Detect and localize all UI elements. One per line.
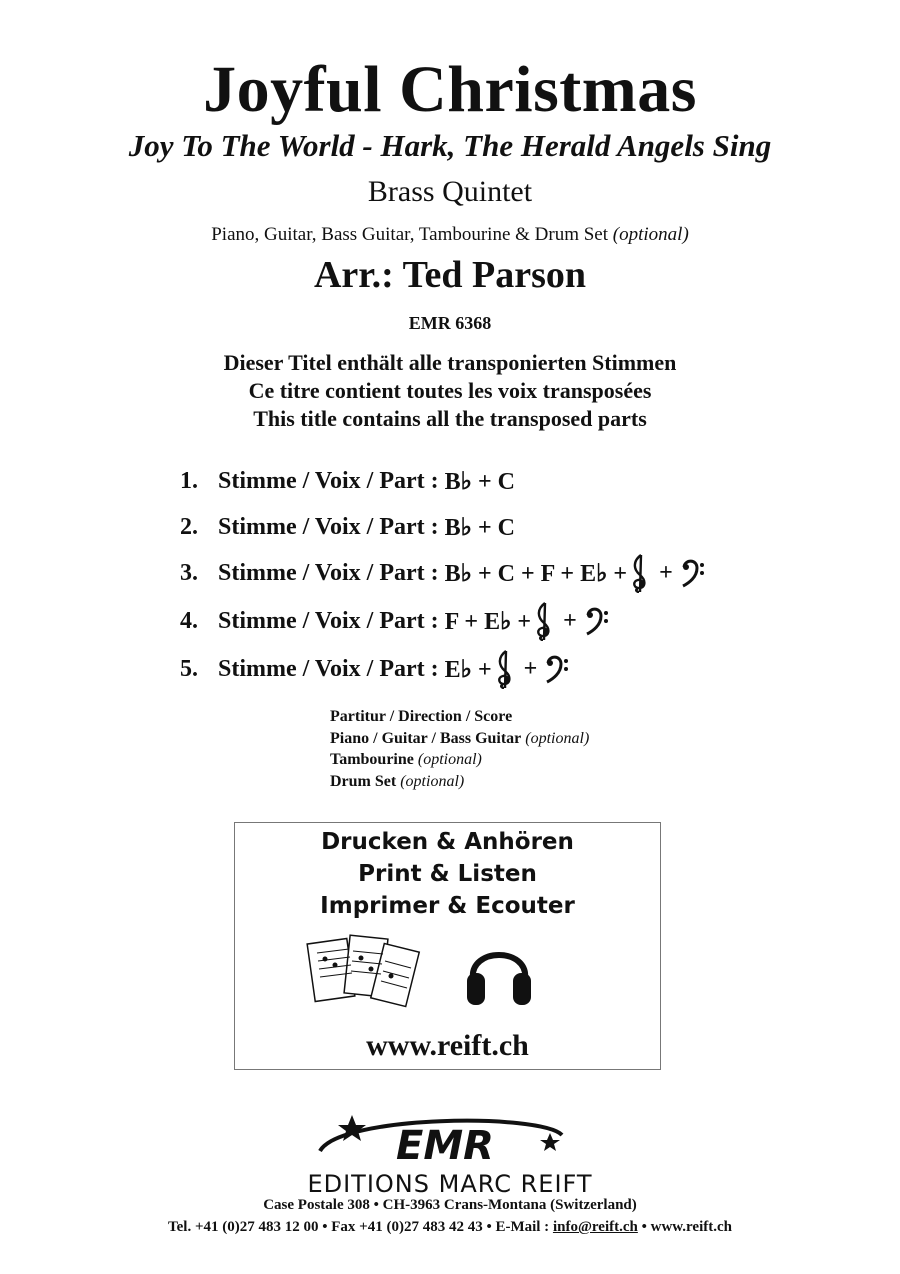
part-number: 4. xyxy=(180,607,198,634)
website-link[interactable]: www.reift.ch xyxy=(366,1029,529,1062)
publisher-address: Case Postale 308 • CH-3963 Crans-Montana (Switzerland) xyxy=(263,1197,637,1213)
promo-line-de: Drucken & Anhören xyxy=(321,829,574,855)
part-label: Stimme / Voix / Part : xyxy=(218,467,439,494)
publisher-contact xyxy=(0,1219,900,1236)
part-row-3: 3. Stimme / Voix / Part : B♭ + C + F + E♭ + + xyxy=(180,550,830,596)
extra-part: Drum Set (optional) xyxy=(330,772,465,790)
part-label: Stimme / Voix / Part : xyxy=(218,655,439,682)
treble-clef-icon xyxy=(531,601,557,641)
publisher-name: EDITIONS MARC REIFT xyxy=(307,1170,593,1198)
transposition-note-en: This title contains all the transposed parts xyxy=(253,406,647,431)
part-number: 2. xyxy=(180,513,198,540)
part-row-1 xyxy=(180,458,830,504)
bass-clef-icon xyxy=(543,649,569,689)
part-keys: F + E♭ + xyxy=(444,608,532,635)
emr-logo xyxy=(300,1105,590,1175)
part-keys: B♭ + C + F + E♭ + xyxy=(444,560,628,587)
part-label: Stimme / Voix / Part : xyxy=(218,607,439,634)
email-link[interactable]: info@reift.ch xyxy=(552,1219,638,1235)
phone-fax: Tel. +41 (0)27 483 12 00 • Fax +41 (0)27 483 42 43 • E-Mail : xyxy=(168,1219,550,1235)
optional-instruments-list: Piano, Guitar, Bass Guitar, Tambourine & Drum Set xyxy=(211,224,609,245)
page-title: Joyful Christmas xyxy=(203,53,697,126)
optional-label: (optional) xyxy=(612,224,689,245)
part-keys: E♭ + xyxy=(444,656,492,683)
treble-clef-icon xyxy=(492,649,518,689)
part-keys: B♭ + C xyxy=(444,514,515,541)
part-row-4: 4. Stimme / Voix / Part : F + E♭ + + xyxy=(180,598,830,644)
ensemble: Brass Quintet xyxy=(367,175,533,208)
catalog-number: EMR 6368 xyxy=(408,313,492,333)
print-listen-box xyxy=(234,822,661,1070)
part-label: Stimme / Voix / Part : xyxy=(218,513,439,540)
extra-part: Piano / Guitar / Bass Guitar (optional) xyxy=(330,729,590,747)
subtitle: Joy To The World - Hark, The Herald Angels Sing xyxy=(128,128,772,163)
extra-part: Tambourine (optional) xyxy=(330,751,482,768)
logo-text: EMR xyxy=(396,1123,494,1169)
part-number: 5. xyxy=(180,655,198,682)
sheet-music-icon xyxy=(303,931,423,1009)
part-number: 1. xyxy=(180,467,198,494)
promo-line-fr: Imprimer & Ecouter xyxy=(320,893,575,919)
part-keys: B♭ + C xyxy=(444,468,515,495)
website: • www.reift.ch xyxy=(641,1219,732,1235)
transposition-note-fr: Ce titre contient toutes les voix transposées xyxy=(248,378,652,403)
arranger: Arr.: Ted Parson xyxy=(313,254,586,296)
additional-parts xyxy=(330,706,589,792)
part-label: Stimme / Voix / Part : xyxy=(218,559,439,586)
headphones-icon xyxy=(463,933,535,1011)
treble-clef-icon xyxy=(627,553,653,593)
optional-instruments xyxy=(0,224,900,246)
bass-clef-icon xyxy=(583,601,609,641)
promo-line-en: Print & Listen xyxy=(358,861,537,887)
bass-clef-icon xyxy=(679,553,705,593)
part-row-2 xyxy=(180,504,830,550)
part-row-5: 5. Stimme / Voix / Part : E♭ + + xyxy=(180,646,830,692)
extra-part: Partitur / Direction / Score xyxy=(330,708,513,725)
part-number: 3. xyxy=(180,559,198,586)
transposition-note-de: Dieser Titel enthält alle transponierten Stimmen xyxy=(223,350,677,375)
